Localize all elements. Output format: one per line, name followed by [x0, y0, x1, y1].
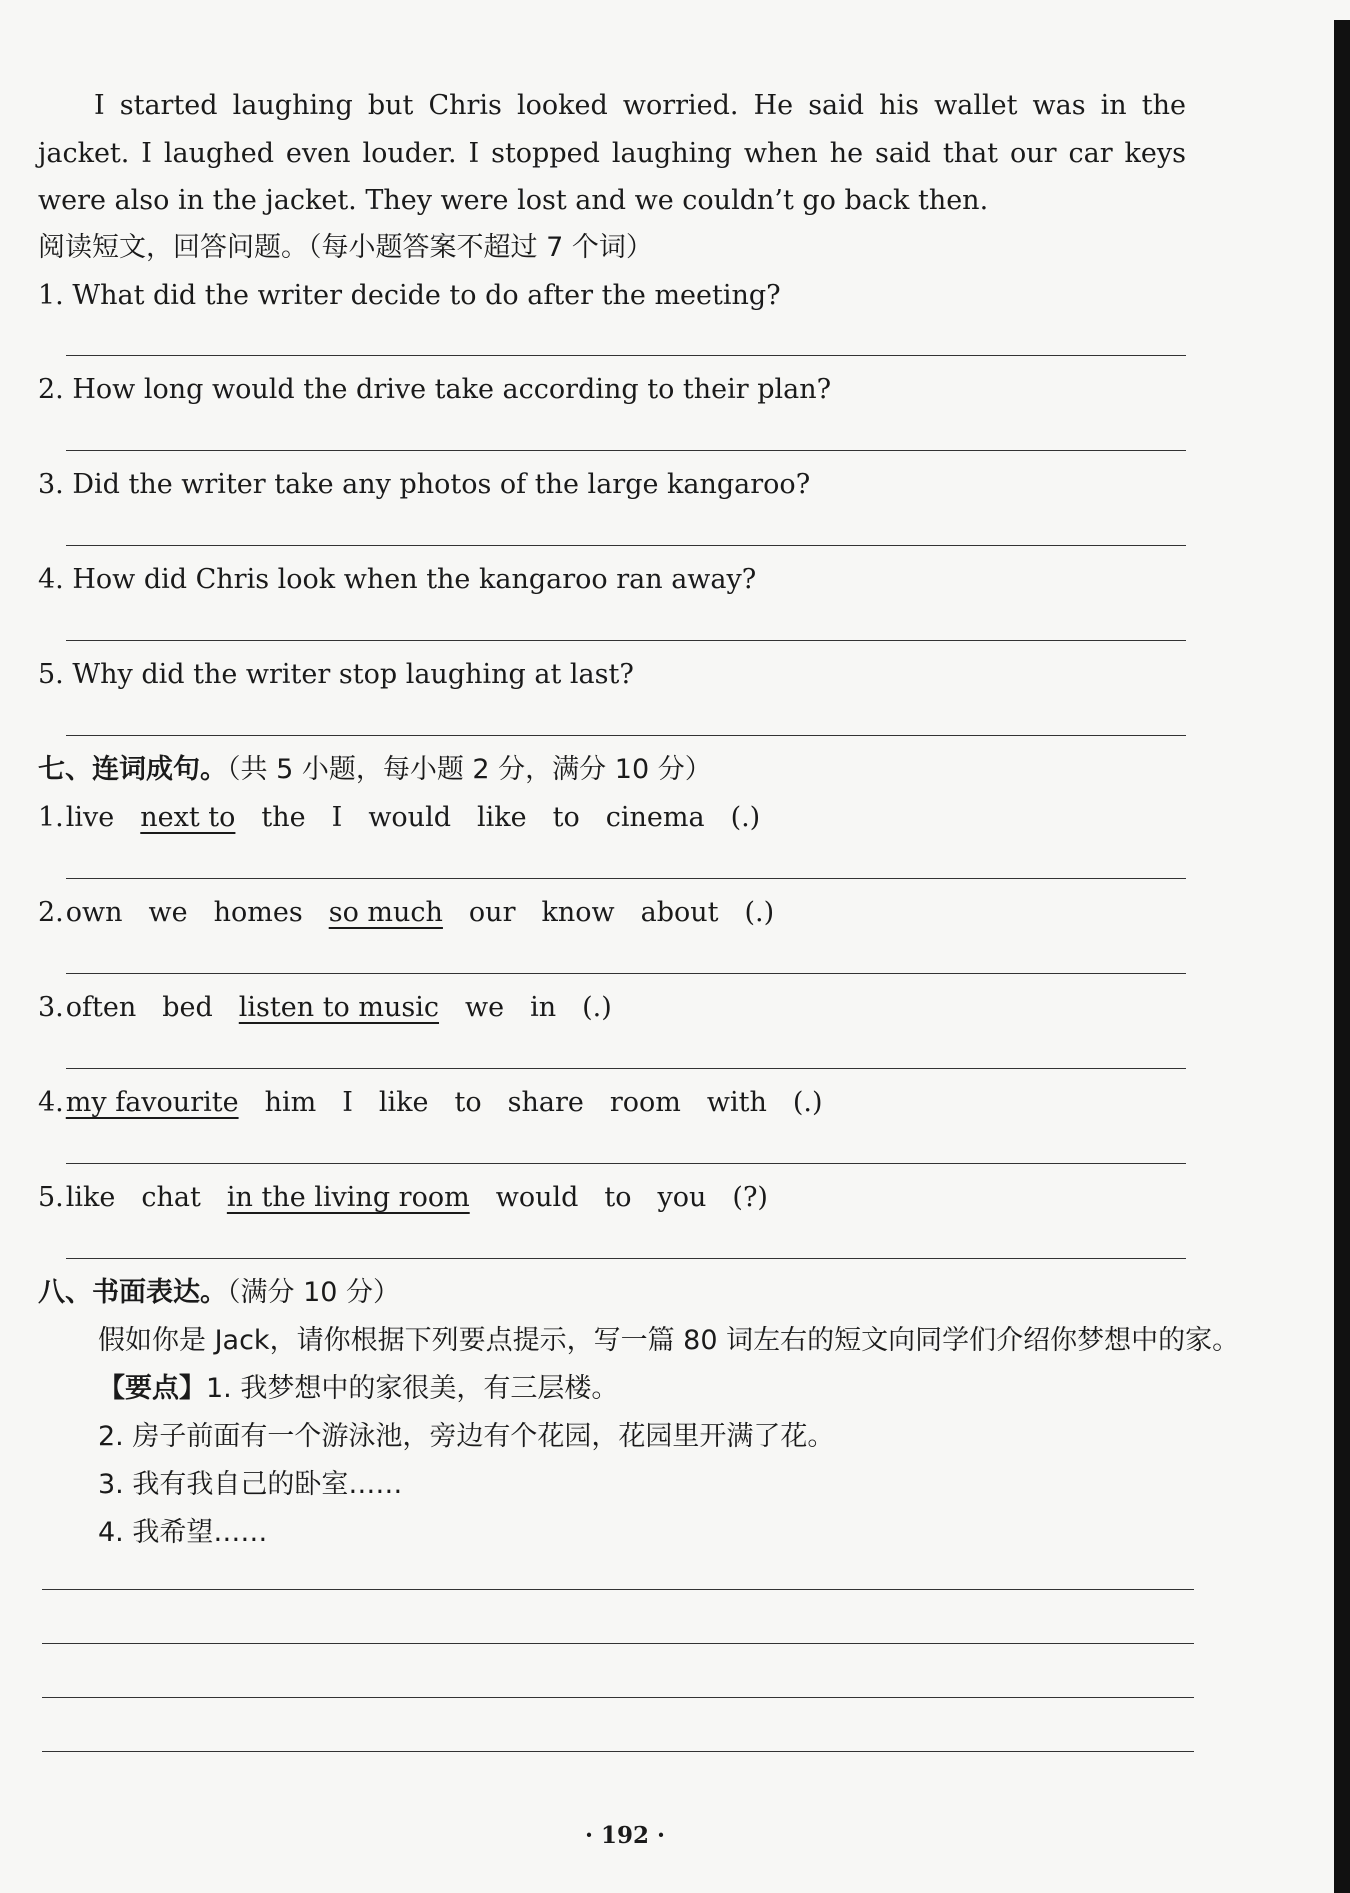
reading-instruction: 阅读短文，回答问题。（每小题答案不超过 7 个词） — [38, 232, 653, 263]
item-number: 2. — [38, 897, 64, 928]
writing-line-4[interactable] — [42, 1751, 1194, 1752]
point-2: 2. 房子前面有一个游泳池，旁边有个花园，花园里开满了花。 — [98, 1421, 835, 1452]
word-chunk: so much — [328, 897, 443, 928]
word-chunk: listen to music — [238, 992, 440, 1023]
section7-header — [38, 752, 712, 788]
point-1: 1. 我梦想中的家很美，有三层楼。 — [206, 1373, 619, 1404]
writing-line-2[interactable] — [42, 1643, 1194, 1644]
word-chunk: with — [706, 1087, 767, 1118]
word-chunk: him — [264, 1087, 317, 1118]
word-chunk: I — [331, 802, 343, 833]
scan-edge-bar — [1334, 20, 1350, 1893]
answer-line-s7-2[interactable] — [66, 973, 1186, 974]
item-number: 1. — [38, 802, 64, 833]
answer-line-s7-3[interactable] — [66, 1068, 1186, 1069]
word-chunk: live — [65, 802, 115, 833]
word-chunk: about — [640, 897, 719, 928]
item-number: 4. — [38, 1087, 64, 1118]
word-chunk: like — [477, 802, 527, 833]
reading-passage-end — [38, 82, 1186, 225]
word-chunk: we — [465, 992, 505, 1023]
word-chunk: to — [454, 1087, 482, 1118]
word-chunk: the — [261, 802, 306, 833]
item-number: 3. — [38, 992, 64, 1023]
word-chunk: I — [342, 1087, 353, 1118]
word-chunk: to — [604, 1182, 632, 1213]
sentence-item-4 — [38, 1085, 849, 1121]
word-chunk: room — [609, 1087, 681, 1118]
word-chunk: (.) — [730, 802, 761, 833]
section8-title: 八、书面表达。 — [38, 1277, 227, 1308]
word-chunk: would — [368, 802, 451, 833]
word-chunk: you — [657, 1182, 707, 1213]
point-4: 4. 我希望…… — [98, 1517, 268, 1548]
answer-line-s7-4[interactable] — [66, 1163, 1186, 1164]
word-chunk: our — [468, 897, 516, 928]
word-chunk: share — [507, 1087, 584, 1118]
word-chunk: like — [378, 1087, 429, 1118]
answer-line-q2[interactable] — [66, 450, 1186, 451]
sentence-item-1 — [38, 800, 786, 836]
answer-line-s7-1[interactable] — [66, 878, 1186, 879]
section7-note: （共 5 小题，每小题 2 分，满分 10 分） — [227, 754, 712, 785]
sentence-item-2 — [38, 895, 800, 931]
word-chunk: in the living room — [226, 1182, 470, 1213]
section8-header — [38, 1275, 400, 1311]
word-chunk: (.) — [582, 992, 612, 1023]
point-3: 3. 我有我自己的卧室…… — [98, 1469, 403, 1500]
word-chunk: to — [552, 802, 580, 833]
word-chunk: my favourite — [65, 1087, 239, 1118]
answer-line-q5[interactable] — [66, 735, 1186, 736]
word-chunk: next to — [140, 802, 236, 833]
word-chunk: homes — [213, 897, 303, 928]
question-5: 5. Why did the writer stop laughing at last? — [38, 659, 634, 690]
word-chunk: chat — [141, 1182, 201, 1213]
word-chunk: would — [495, 1182, 579, 1213]
word-chunk: like — [65, 1182, 116, 1213]
answer-line-q4[interactable] — [66, 640, 1186, 641]
question-3: 3. Did the writer take any photos of the large kangaroo? — [38, 469, 811, 500]
word-chunk: (.) — [744, 897, 775, 928]
word-chunk: cinema — [605, 802, 705, 833]
passage-paragraph: I started laughing but Chris looked worried. He said his wallet was in the jacket. I laughed even louder. I stopped laughing when he said that our car keys were also in the jacket. They were lost and we couldn’t go back then. — [38, 90, 1186, 216]
word-chunk: we — [148, 897, 188, 928]
writing-prompt: 假如你是 Jack，请你根据下列要点提示，写一篇 80 词左右的短文向同学们介绍你梦想中的家。 — [98, 1325, 1240, 1356]
answer-line-q3[interactable] — [66, 545, 1186, 546]
question-4: 4. How did Chris look when the kangaroo ran away? — [38, 564, 757, 595]
word-chunk: (?) — [732, 1182, 768, 1213]
writing-line-3[interactable] — [42, 1697, 1194, 1698]
item-number: 5. — [38, 1182, 64, 1213]
point-1-line — [98, 1371, 618, 1407]
question-2: 2. How long would the drive take according to their plan? — [38, 374, 832, 405]
word-chunk: own — [65, 897, 123, 928]
answer-line-q1[interactable] — [66, 355, 1186, 356]
word-chunk: know — [541, 897, 615, 928]
word-chunk: bed — [162, 992, 213, 1023]
sentence-item-5 — [38, 1180, 794, 1216]
section7-title: 七、连词成句。 — [38, 754, 227, 785]
sentence-item-3 — [38, 990, 638, 1026]
page-number: · 192 · — [584, 1822, 666, 1849]
writing-line-1[interactable] — [42, 1589, 1194, 1590]
word-chunk: in — [530, 992, 557, 1023]
word-chunk: often — [65, 992, 137, 1023]
question-1: 1. What did the writer decide to do after the meeting? — [38, 280, 781, 311]
points-label: 【要点】 — [98, 1373, 206, 1404]
section8-note: （满分 10 分） — [227, 1277, 401, 1308]
word-chunk: (.) — [792, 1087, 823, 1118]
answer-line-s7-5[interactable] — [66, 1258, 1186, 1259]
